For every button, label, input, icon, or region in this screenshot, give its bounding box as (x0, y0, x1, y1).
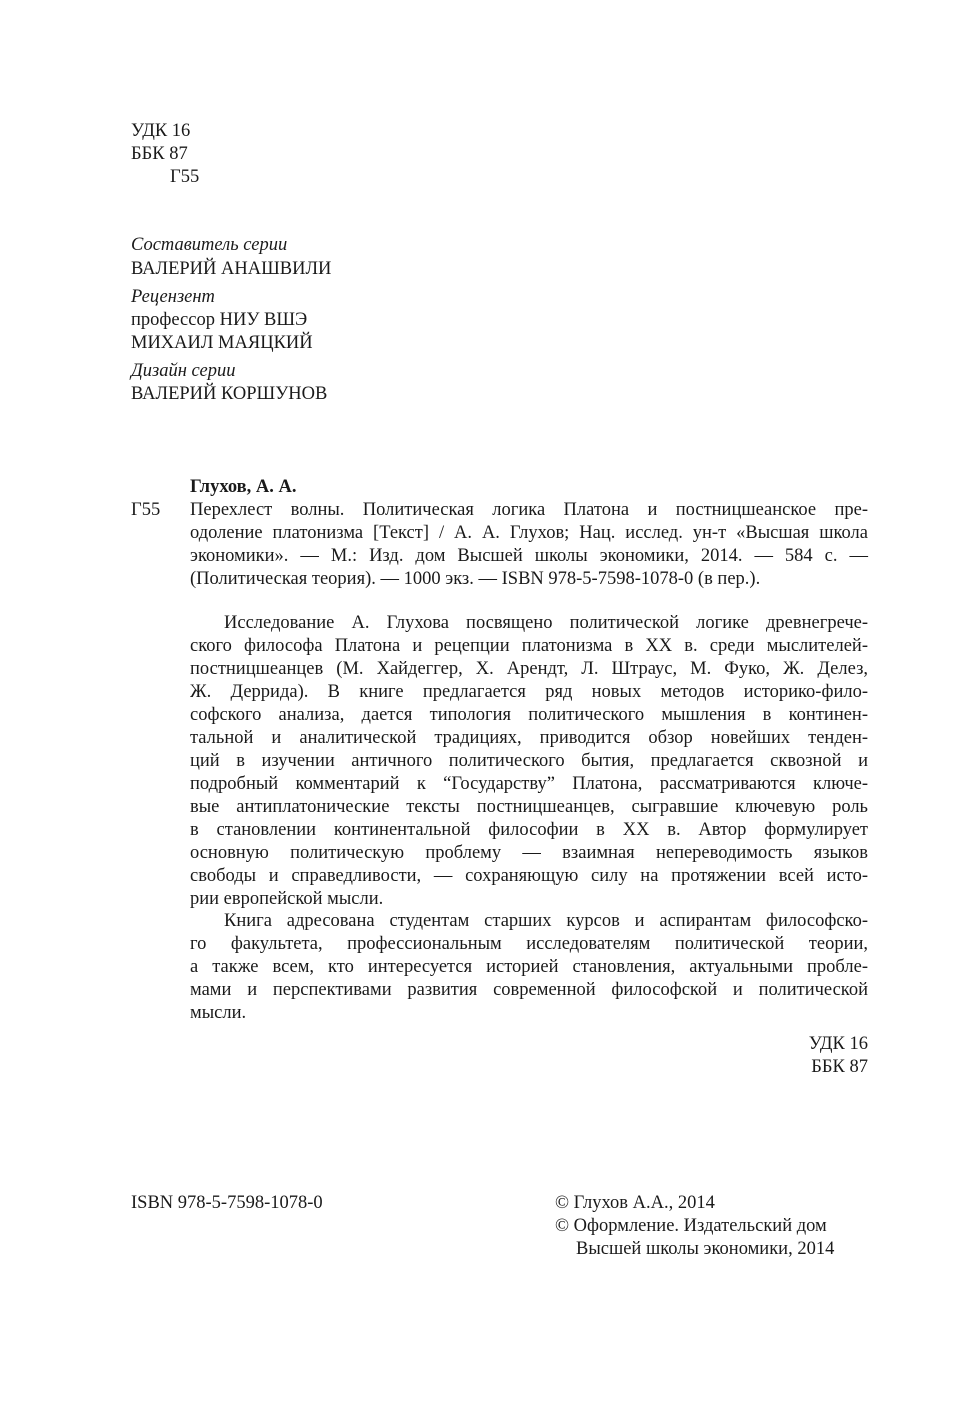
series-editor-name: ВАЛЕРИЙ АНАШВИЛИ (131, 259, 332, 279)
reviewer-role: Рецензент (131, 287, 215, 307)
bbk-code-bottom: ББК 87 (811, 1057, 868, 1077)
audience-line: мами и перспективами развития современной философской и политической (190, 980, 868, 1000)
series-design-name: ВАЛЕРИЙ КОРШУНОВ (131, 384, 328, 404)
bibliography-author-heading: Глухов, А. А. (190, 477, 297, 497)
udk-code-top: УДК 16 (131, 121, 191, 141)
abstract-line: подробный комментарий к “Государству” Платона, рассматриваются ключе- (190, 774, 868, 794)
abstract-line: тальной и аналитической традициях, приводится обзор новейших тенден- (190, 728, 868, 748)
bibliography-author-sign: Г55 (131, 500, 161, 520)
audience-paragraph (190, 910, 868, 1025)
reviewer-name: МИХАИЛ МАЯЦКИЙ (131, 333, 313, 353)
reviewer-position: профессор НИУ ВШЭ (131, 310, 308, 330)
series-design-role: Дизайн серии (131, 361, 236, 381)
audience-line: го факультета, профессиональным исследователям политической теории, (190, 934, 868, 954)
abstract-line: ций в изучении античного политического бытия, предлагается сквозной и (190, 751, 868, 771)
abstract-line: основную политическую проблему — взаимная непереводимость языков (190, 843, 868, 863)
copyright-design-continued: Высшей школы экономики, 2014 (576, 1239, 835, 1259)
series-editor-role: Составитель серии (131, 235, 288, 255)
abstract-line: софского анализа, дается типология политического мышления в континен- (190, 705, 868, 725)
bib-line: (Политическая теория). — 1000 экз. — ISBN 978-5-7598-1078-0 (в пер.). (190, 569, 761, 589)
audience-line: мысли. (190, 1003, 247, 1023)
bibliographic-description (190, 499, 868, 591)
audience-line: а также всем, кто интересуется историей становления, актуальными пробле- (190, 957, 868, 977)
bib-line: экономики». — М.: Изд. дом Высшей школы экономики, 2014. — 584 с. — (190, 546, 868, 566)
bbk-code-top: ББК 87 (131, 144, 188, 164)
abstract-line: Исследование А. Глухова посвящено политической логике древнегрече- (224, 613, 868, 633)
copyright-design: © Оформление. Издательский дом (555, 1216, 827, 1236)
annotation-paragraph (190, 612, 868, 911)
bib-line: одоление платонизма [Текст] / А. А. Глухов; Нац. исслед. ун-т «Высшая школа (190, 523, 868, 543)
abstract-line: постницшеанцев (М. Хайдеггер, Х. Арендт, Л. Штраус, М. Фуко, Ж. Делез, (190, 659, 868, 679)
author-sign-top: Г55 (170, 167, 200, 187)
bib-line: Перехлест волны. Политическая логика Платона и постницшеанское пре- (190, 500, 868, 520)
abstract-line: вые антиплатонические тексты постницшеанцев, сыгравшие ключевую роль (190, 797, 868, 817)
isbn-number: ISBN 978-5-7598-1078-0 (131, 1193, 323, 1213)
abstract-line: рии европейской мысли. (190, 889, 384, 909)
abstract-line: Ж. Деррида). В книге предлагается ряд новых методов историко-фило- (190, 682, 868, 702)
abstract-line: в становлении континентальной философии в XX в. Автор формулирует (190, 820, 868, 840)
abstract-line: ского философа Платона и рецепции платонизма в XX в. среди мыслителей- (190, 636, 868, 656)
audience-line: Книга адресована студентам старших курсов и аспирантам философско- (224, 911, 868, 931)
abstract-line: свободы и справедливости, — сохраняющую силу на протяжении всей исто- (190, 866, 868, 886)
udk-code-bottom: УДК 16 (808, 1034, 868, 1054)
copyright-author: © Глухов А.А., 2014 (555, 1193, 715, 1213)
